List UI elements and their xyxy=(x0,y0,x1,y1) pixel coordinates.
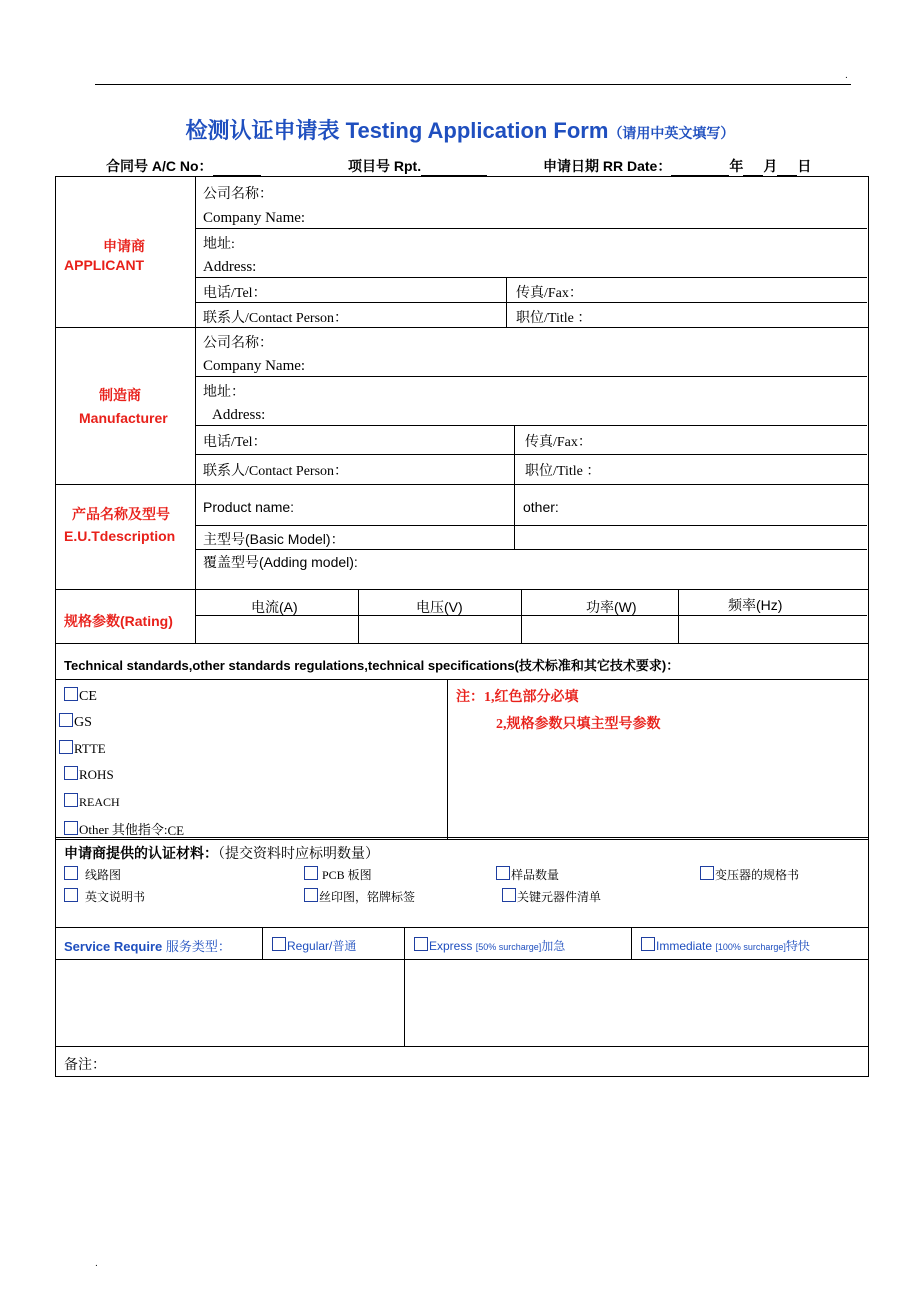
service-express-cn: 加急 xyxy=(541,939,566,953)
cell-divider xyxy=(195,228,867,229)
row-divider xyxy=(55,643,868,644)
regular-checkbox[interactable] xyxy=(272,937,286,951)
components-checkbox[interactable] xyxy=(502,888,516,902)
cell-divider xyxy=(262,927,263,959)
applicant-address-en: Address: xyxy=(203,259,257,275)
rpt-field[interactable] xyxy=(348,156,487,176)
cell-divider xyxy=(195,525,867,526)
applicant-company-cn: 公司名称： xyxy=(203,187,273,202)
cell-divider xyxy=(195,277,867,278)
materials-heading xyxy=(64,843,379,863)
material-samples-label: 样品数量 xyxy=(511,868,560,882)
material-samples[interactable] xyxy=(496,866,559,883)
express-checkbox[interactable] xyxy=(414,937,428,951)
applicant-company-en: Company Name: xyxy=(203,210,306,226)
rr-date-label: 申请日期 RR Date： xyxy=(543,158,672,174)
material-manual[interactable] xyxy=(64,888,145,905)
cell-divider xyxy=(195,454,867,455)
pcb-checkbox[interactable] xyxy=(304,866,318,880)
applicant-label-en: APPLICANT xyxy=(64,257,145,273)
cell-divider xyxy=(358,589,359,643)
cell-divider xyxy=(447,679,448,839)
form-title-note: （请用中英文填写） xyxy=(608,125,735,141)
page-mark-bottom: . xyxy=(95,1258,98,1269)
manufacturer-address-en: Address: xyxy=(212,407,266,423)
note-rating: 2,规格参数只填主型号参数 xyxy=(496,717,661,732)
cell-divider xyxy=(521,589,522,643)
service-immediate-en: Immediate xyxy=(656,939,713,953)
applicant-position[interactable]: 职位/Title ： xyxy=(516,311,592,326)
product-other[interactable]: other: xyxy=(523,499,559,515)
standard-rohs-label: ROHS xyxy=(79,767,114,782)
service-express[interactable] xyxy=(414,937,565,954)
manual-checkbox[interactable] xyxy=(64,888,78,902)
service-regular-cn: 普通 xyxy=(332,939,357,953)
manufacturer-label-en: Manufacturer xyxy=(79,410,168,426)
rr-date-field[interactable] xyxy=(543,156,811,176)
cell-divider xyxy=(195,376,867,377)
header-rule xyxy=(95,84,851,85)
rating-col-current: 电流(A) xyxy=(251,599,298,615)
year-blank[interactable] xyxy=(671,161,729,176)
manufacturer-contact[interactable]: 联系人/Contact Person： xyxy=(203,464,349,479)
material-components[interactable] xyxy=(502,888,601,905)
cell-divider xyxy=(195,425,867,426)
form-title-main: 检测认证申请表 Testing Application Form xyxy=(185,118,609,143)
material-transformer-label: 变压器的规格书 xyxy=(715,868,800,882)
product-label-en: E.U.Tdescription xyxy=(64,528,176,544)
service-label xyxy=(64,936,231,955)
day-blank[interactable] xyxy=(777,161,797,176)
circuit-checkbox[interactable] xyxy=(64,866,78,880)
service-immediate-cn: 特快 xyxy=(785,939,810,953)
material-pcb-label: PCB 板图 xyxy=(322,868,372,882)
rating-col-voltage: 电压(V) xyxy=(416,599,463,615)
product-adding-model[interactable]: 覆盖型号(Adding model): xyxy=(203,554,358,570)
cell-divider xyxy=(195,549,867,550)
service-immediate[interactable] xyxy=(641,937,810,954)
materials-heading-bold: 申请商提供的认证材料： xyxy=(64,845,218,861)
standard-rtte[interactable] xyxy=(59,740,106,757)
ac-no-blank[interactable] xyxy=(213,161,261,176)
applicant-label-cn: 申请商 xyxy=(103,238,145,254)
standard-rtte-label: RTTE xyxy=(74,741,106,756)
cell-divider xyxy=(195,302,867,303)
material-manual-label: 英文说明书 xyxy=(85,890,146,904)
row-divider xyxy=(55,327,868,328)
rating-label: 规格参数(Rating) xyxy=(64,613,173,629)
applicant-address-cn: 地址: xyxy=(203,237,235,252)
applicant-fax[interactable]: 传真/Fax： xyxy=(516,286,583,301)
material-circuit-label: 线路图 xyxy=(85,868,122,882)
manufacturer-tel[interactable]: 电话/Tel： xyxy=(203,435,267,450)
reach-checkbox[interactable] xyxy=(64,793,78,807)
material-pcb[interactable] xyxy=(304,866,372,883)
material-label-print[interactable] xyxy=(304,888,415,905)
material-circuit[interactable] xyxy=(64,866,121,883)
cell-divider xyxy=(506,277,507,327)
service-express-surcharge: [50% surcharge] xyxy=(475,942,542,952)
year-label: 年 xyxy=(729,158,744,174)
samples-checkbox[interactable] xyxy=(496,866,510,880)
standard-other[interactable] xyxy=(64,819,235,838)
standard-reach-label: REACH xyxy=(79,795,120,809)
service-regular[interactable] xyxy=(272,937,356,954)
product-label-cn: 产品名称及型号 xyxy=(72,506,170,522)
rpt-blank[interactable] xyxy=(421,161,487,176)
row-divider xyxy=(55,927,868,928)
standards-heading: Technical standards,other standards regulations,technical specifications(技术标准和其它技术要求)： xyxy=(64,658,680,673)
ce-checkbox[interactable] xyxy=(64,687,78,701)
standard-gs-label: GS xyxy=(74,715,92,730)
rating-col-frequency: 频率(Hz) xyxy=(728,597,783,613)
standard-ce[interactable] xyxy=(64,687,97,705)
immediate-checkbox[interactable] xyxy=(641,937,655,951)
cell-divider xyxy=(631,927,632,959)
cell-divider xyxy=(678,589,679,643)
product-name[interactable]: Product name: xyxy=(203,499,295,515)
product-basic-model[interactable]: 主型号(Basic Model)： xyxy=(203,531,345,547)
material-transformer[interactable] xyxy=(700,866,799,883)
note-required: 注：1,红色部分必填 xyxy=(456,690,579,705)
row-divider xyxy=(55,589,868,590)
standard-rohs[interactable] xyxy=(64,766,114,783)
other-checkbox[interactable] xyxy=(64,821,78,835)
remarks-label: 备注： xyxy=(64,1058,106,1073)
cell-divider xyxy=(404,927,405,1047)
gs-checkbox[interactable] xyxy=(59,713,73,727)
month-blank[interactable] xyxy=(743,161,763,176)
day-label: 日 xyxy=(797,158,812,174)
rpt-label: 项目号 Rpt. xyxy=(348,158,422,174)
manufacturer-fax[interactable]: 传真/Fax： xyxy=(525,435,592,450)
label-column-divider xyxy=(195,176,196,644)
transformer-checkbox[interactable] xyxy=(700,866,714,880)
rohs-checkbox[interactable] xyxy=(64,766,78,780)
standard-reach[interactable] xyxy=(64,793,120,810)
service-regular-en: Regular/ xyxy=(287,939,333,953)
manufacturer-label-cn: 制造商 xyxy=(99,387,141,403)
ac-no-label: 合同号 A/C No： xyxy=(106,158,213,174)
service-immediate-surcharge: [100% surcharge] xyxy=(715,942,786,952)
material-label-print-label: 丝印图，铭牌标签 xyxy=(319,890,416,904)
row-divider xyxy=(55,484,868,485)
row-divider xyxy=(55,959,868,960)
materials-heading-note: （提交资料时应标明数量） xyxy=(218,847,379,862)
rtte-checkbox[interactable] xyxy=(59,740,73,754)
cell-divider xyxy=(514,425,515,549)
row-divider xyxy=(55,1046,868,1047)
label-print-checkbox[interactable] xyxy=(304,888,318,902)
row-divider xyxy=(55,839,868,840)
manufacturer-company-cn: 公司名称： xyxy=(203,336,273,351)
other-directive-value[interactable]: CE xyxy=(167,823,235,838)
material-components-label: 关键元器件清单 xyxy=(517,890,602,904)
rating-col-power: 功率(W) xyxy=(586,599,637,615)
manufacturer-position[interactable]: 职位/Title ： xyxy=(525,464,601,479)
form-title xyxy=(0,114,920,145)
page-mark-top: . xyxy=(845,70,848,81)
standard-other-label: Other 其他指令: xyxy=(79,822,168,837)
ac-no-field[interactable] xyxy=(106,156,261,176)
row-divider xyxy=(55,679,868,680)
standard-gs[interactable] xyxy=(59,713,92,731)
manufacturer-company-en: Company Name: xyxy=(203,358,306,374)
manufacturer-address-cn: 地址： xyxy=(203,385,245,400)
service-label-en: Service Require xyxy=(64,939,163,954)
applicant-contact[interactable]: 联系人/Contact Person： xyxy=(203,311,349,326)
service-label-cn: 服务类型： xyxy=(165,939,231,954)
applicant-tel[interactable]: 电话/Tel： xyxy=(203,286,267,301)
service-express-en: Express xyxy=(429,939,473,953)
standard-ce-label: CE xyxy=(79,689,97,704)
month-label: 月 xyxy=(763,158,778,174)
